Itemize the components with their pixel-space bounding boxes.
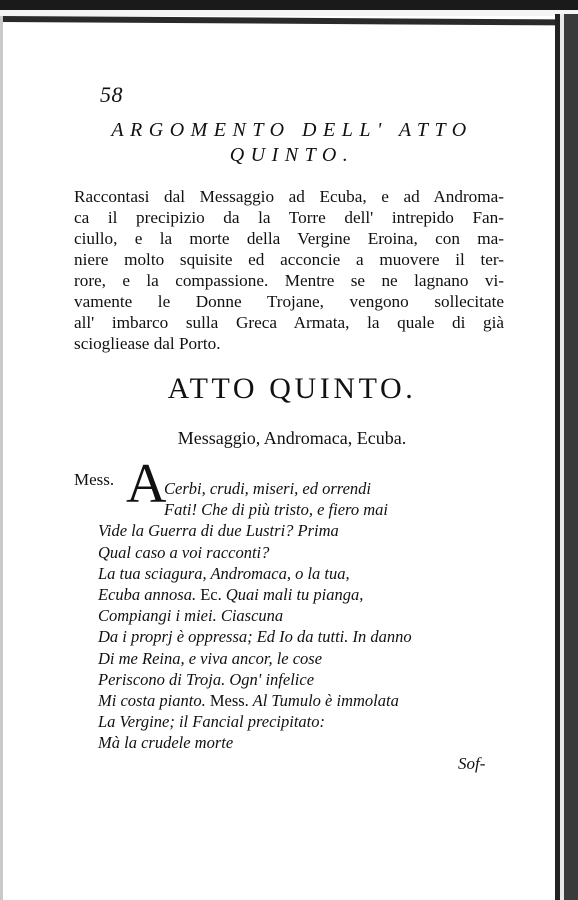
verse-line: Mà la crudele morte	[98, 733, 234, 753]
verse-block	[98, 478, 508, 754]
scan-top-rule	[0, 16, 560, 25]
scan-right-edge-gap	[560, 14, 564, 900]
verse-line: Fati! Che di più tristo, e fiero mai	[164, 500, 388, 520]
verse-line: Da i proprj è oppressa; Ed Io da tutti. In danno	[98, 627, 412, 647]
verse-line: Di me Reina, e viva ancor, le cose	[98, 648, 323, 668]
scan-left-shade	[0, 16, 3, 900]
speaker-label: Mess.	[74, 470, 115, 489]
characters-list: Messaggio, Andromaca, Ecuba.	[177, 428, 407, 448]
scan-top-edge	[0, 0, 578, 10]
drop-cap: A	[126, 453, 167, 515]
verse-line	[98, 690, 508, 711]
verse-line: Vide la Guerra di due Lustri? Prima	[98, 521, 339, 541]
argument-heading-line1: ARGOMENTO DELL' ATTO	[111, 119, 473, 141]
verse-line: Periscono di Troja. Ogn' infelice	[98, 669, 315, 689]
argument-heading	[72, 118, 512, 168]
summary-line: vamente le Donne Trojane, vengono sollecitate	[74, 292, 504, 311]
scan-right-edge-outer	[564, 14, 578, 900]
verse-text: Ecuba annosa.	[98, 585, 197, 605]
act-title: ATTO QUINTO.	[167, 372, 417, 405]
catchword: Sof-	[458, 754, 486, 773]
verse-line: La Vergine; il Fancial precipitato:	[98, 712, 325, 732]
summary-line: ciullo, e la morte della Vergine Eroina, con ma-	[74, 229, 504, 248]
summary-line: Raccontasi dal Messaggio ad Ecuba, e ad Androma-	[74, 187, 504, 206]
verse-line: Cerbi, crudi, miseri, ed orrendi	[164, 479, 371, 498]
verse-text: Quai mali tu pianga,	[225, 585, 364, 605]
verse-line: Compiangi i miei. Ciascuna	[98, 606, 284, 626]
summary-line: sciogliease dal Porto.	[74, 334, 221, 353]
summary-line: niere molto squisite ed acconcie a muovere il ter-	[74, 250, 504, 269]
argument-summary	[74, 186, 504, 354]
argument-heading-line2: QUINTO.	[229, 144, 355, 166]
summary-line: rore, e la compassione. Mentre se ne lagnano vi-	[74, 271, 504, 290]
scan-top-gap	[0, 10, 578, 16]
speaker-label: Ec.	[200, 585, 222, 605]
verse-line: Qual caso a voi racconti?	[98, 542, 270, 562]
verse-text: Mi costa pianto.	[98, 691, 206, 711]
summary-line: ca il precipizio da la Torre dell' intrepido Fan-	[74, 208, 504, 227]
page-number: 58	[100, 82, 123, 107]
scan-right-edge	[555, 14, 560, 900]
speaker-label: Mess.	[209, 691, 249, 711]
verse-line	[98, 584, 508, 605]
verse-line: La tua sciagura, Andromaca, o la tua,	[98, 563, 350, 583]
verse-text: Al Tumulo è immolata	[252, 691, 399, 711]
summary-line: all' imbarco sulla Greca Armata, la quale di già	[74, 313, 504, 332]
